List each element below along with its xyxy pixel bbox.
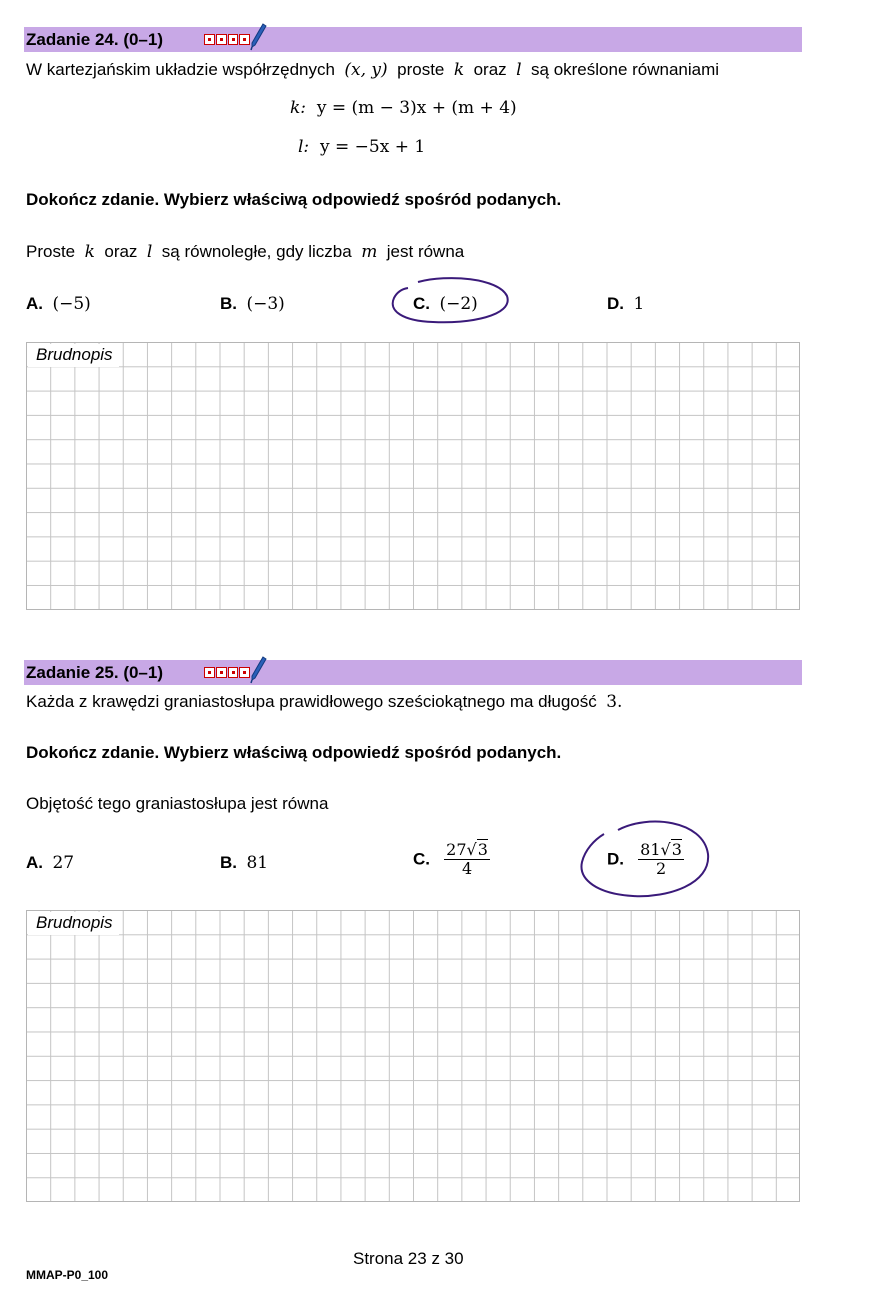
task24-stem: Proste k oraz l są równoległe, gdy liczba m jest równa [26, 242, 465, 262]
fraction: $\frac{81√3}{2}$ [640, 840, 682, 878]
task25-option-a[interactable]: A. 27 [26, 853, 75, 873]
score-boxes-icon [204, 34, 250, 45]
scratch-label: Brudnopis [28, 344, 119, 367]
task24-scratch-grid[interactable] [26, 342, 800, 610]
equation-l: l: y = −5x + 1 [298, 137, 426, 157]
task25-option-c[interactable]: C. $\frac{27√3}{4}$ [413, 840, 488, 878]
task25-title: Zadanie 25. (0–1) [26, 663, 164, 682]
fraction: $\frac{27√3}{4}$ [446, 840, 488, 878]
task25-instruction: Dokończ zdanie. Wybierz właściwą odpowiedź spośród podanych. [26, 743, 562, 762]
task25-scratch-grid[interactable] [26, 910, 800, 1202]
task25-option-b[interactable]: B. 81 [220, 853, 269, 873]
score-boxes-icon [204, 667, 250, 678]
scratch-label: Brudnopis [28, 912, 119, 935]
task24-title: Zadanie 24. (0–1) [26, 30, 164, 49]
task24-instruction: Dokończ zdanie. Wybierz właściwą odpowiedź spośród podanych. [26, 190, 562, 209]
pen-icon [249, 656, 267, 684]
task24-header [24, 27, 802, 52]
page-number: Strona 23 z 30 [353, 1249, 464, 1268]
task25-intro: Każda z krawędzi graniastosłupa prawidłowego sześciokątnego ma długość 3. [26, 692, 623, 712]
task24-option-d[interactable]: D. 1 [607, 294, 645, 314]
answer-circle-d [578, 818, 714, 900]
task25-option-d[interactable]: D. $\frac{81√3}{2}$ [607, 840, 682, 878]
task24-option-b[interactable]: B. (−3) [220, 294, 285, 314]
task24-option-a[interactable]: A. (−5) [26, 294, 91, 314]
equation-k: k: y = (m − 3)x + (m + 4) [290, 98, 517, 118]
task24-intro: W kartezjańskim układzie współrzędnych (x, y) proste k oraz l są określone równaniami [26, 60, 720, 80]
pen-icon [249, 23, 267, 51]
task25-header [24, 660, 802, 685]
exam-code: MMAP-P0_100 [26, 1268, 109, 1282]
answer-circle-c [388, 276, 512, 328]
task24-option-c[interactable]: C. (−2) [413, 294, 478, 314]
task25-stem: Objętość tego graniastosłupa jest równa [26, 794, 329, 813]
